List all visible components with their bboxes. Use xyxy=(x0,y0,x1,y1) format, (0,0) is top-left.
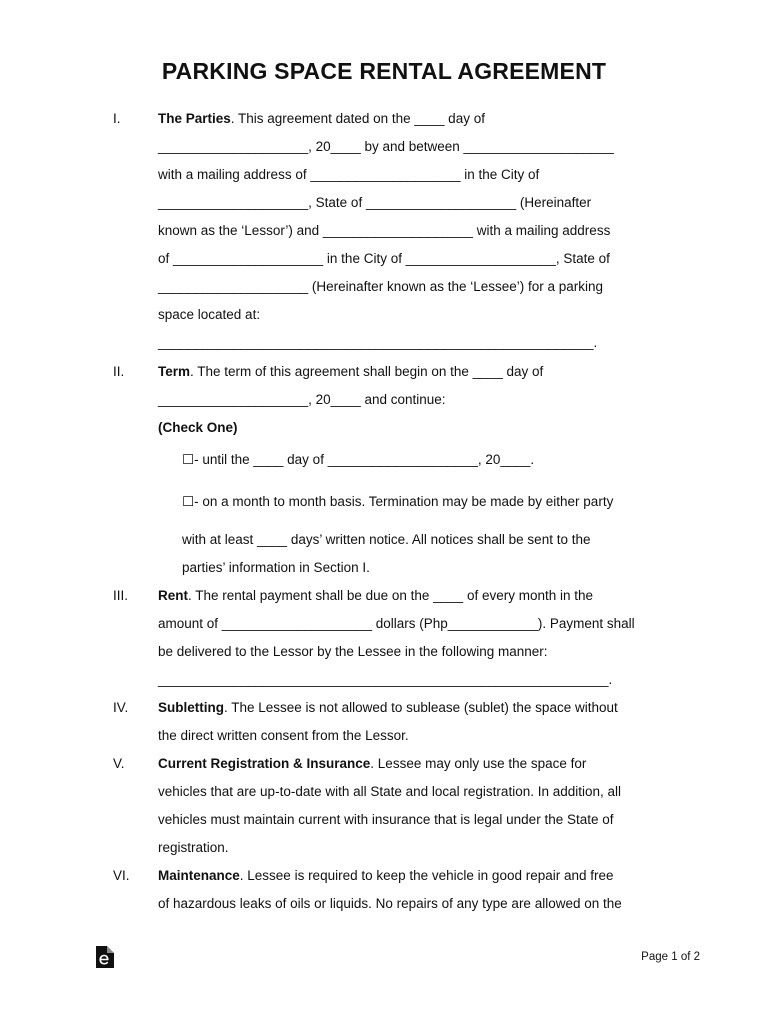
section-line: be delivered to the Lessor by the Lessee in the following manner: xyxy=(158,644,548,659)
section-number: II. xyxy=(113,364,125,379)
section-line: __________________________________________________________. xyxy=(158,335,598,350)
section-line: with a mailing address of ____________________ in the City of xyxy=(158,167,540,182)
section-number: VI. xyxy=(113,868,130,883)
eforms-logo-icon xyxy=(94,946,114,968)
section-line: the direct written consent from the Lessor. xyxy=(158,728,409,743)
section-heading: Rent xyxy=(158,588,188,603)
checkbox-option-monthly[interactable]: ☐- on a month to month basis. Termination may be made by either party xyxy=(182,494,614,509)
section-line: Maintenance. Lessee is required to keep the vehicle in good repair and free xyxy=(158,868,614,883)
section-heading: Subletting xyxy=(158,700,224,715)
page-number: Page 1 of 2 xyxy=(641,951,700,963)
section-line: The Parties. This agreement dated on the ____ day of xyxy=(158,111,485,126)
checkbox-option-until[interactable]: ☐- until the ____ day of ____________________, 20____. xyxy=(182,452,535,467)
check-one-heading: (Check One) xyxy=(158,420,238,435)
section-line: of hazardous leaks of oils or liquids. No repairs of any type are allowed on the xyxy=(158,896,622,911)
section-line: vehicles must maintain current with insurance that is legal under the State of xyxy=(158,812,614,827)
section-line: ____________________________________________________________. xyxy=(158,672,613,687)
section-line: space located at: xyxy=(158,307,261,322)
section-line: Rent. The rental payment shall be due on the ____ of every month in the xyxy=(158,588,594,603)
section-line: parties’ information in Section I. xyxy=(182,560,370,575)
section-number: III. xyxy=(113,588,129,603)
section-line: known as the ‘Lessor’) and ____________________ with a mailing address xyxy=(158,223,611,238)
section-number: V. xyxy=(113,756,125,771)
section-heading: Maintenance xyxy=(158,868,240,883)
section-line: amount of ____________________ dollars (Php____________). Payment shall xyxy=(158,616,635,631)
section-line: of ____________________ in the City of ____________________, State of xyxy=(158,251,610,266)
section-number: IV. xyxy=(113,700,129,715)
section-line: registration. xyxy=(158,840,229,855)
section-line: Term. The term of this agreement shall begin on the ____ day of xyxy=(158,364,544,379)
section-line: ____________________ (Hereinafter known as the ‘Lessee’) for a parking xyxy=(158,279,604,294)
section-heading: Current Registration & Insurance xyxy=(158,756,371,771)
section-line: Subletting. The Lessee is not allowed to sublease (sublet) the space without xyxy=(158,700,618,715)
section-heading: Term xyxy=(158,364,191,379)
page-title: PARKING SPACE RENTAL AGREEMENT xyxy=(161,58,607,84)
section-heading: The Parties xyxy=(158,111,231,126)
section-line: Current Registration & Insurance. Lessee may only use the space for xyxy=(158,756,587,771)
section-line: ____________________, 20____ by and between ____________________ xyxy=(158,139,614,154)
section-line: ____________________, State of ____________________ (Hereinafter xyxy=(158,195,592,210)
section-line: ____________________, 20____ and continue: xyxy=(158,392,446,407)
section-line: with at least ____ days’ written notice. All notices shall be sent to the xyxy=(182,532,591,547)
section-line: vehicles that are up-to-date with all State and local registration. In addition, all xyxy=(158,784,622,799)
section-number: I. xyxy=(113,111,121,126)
